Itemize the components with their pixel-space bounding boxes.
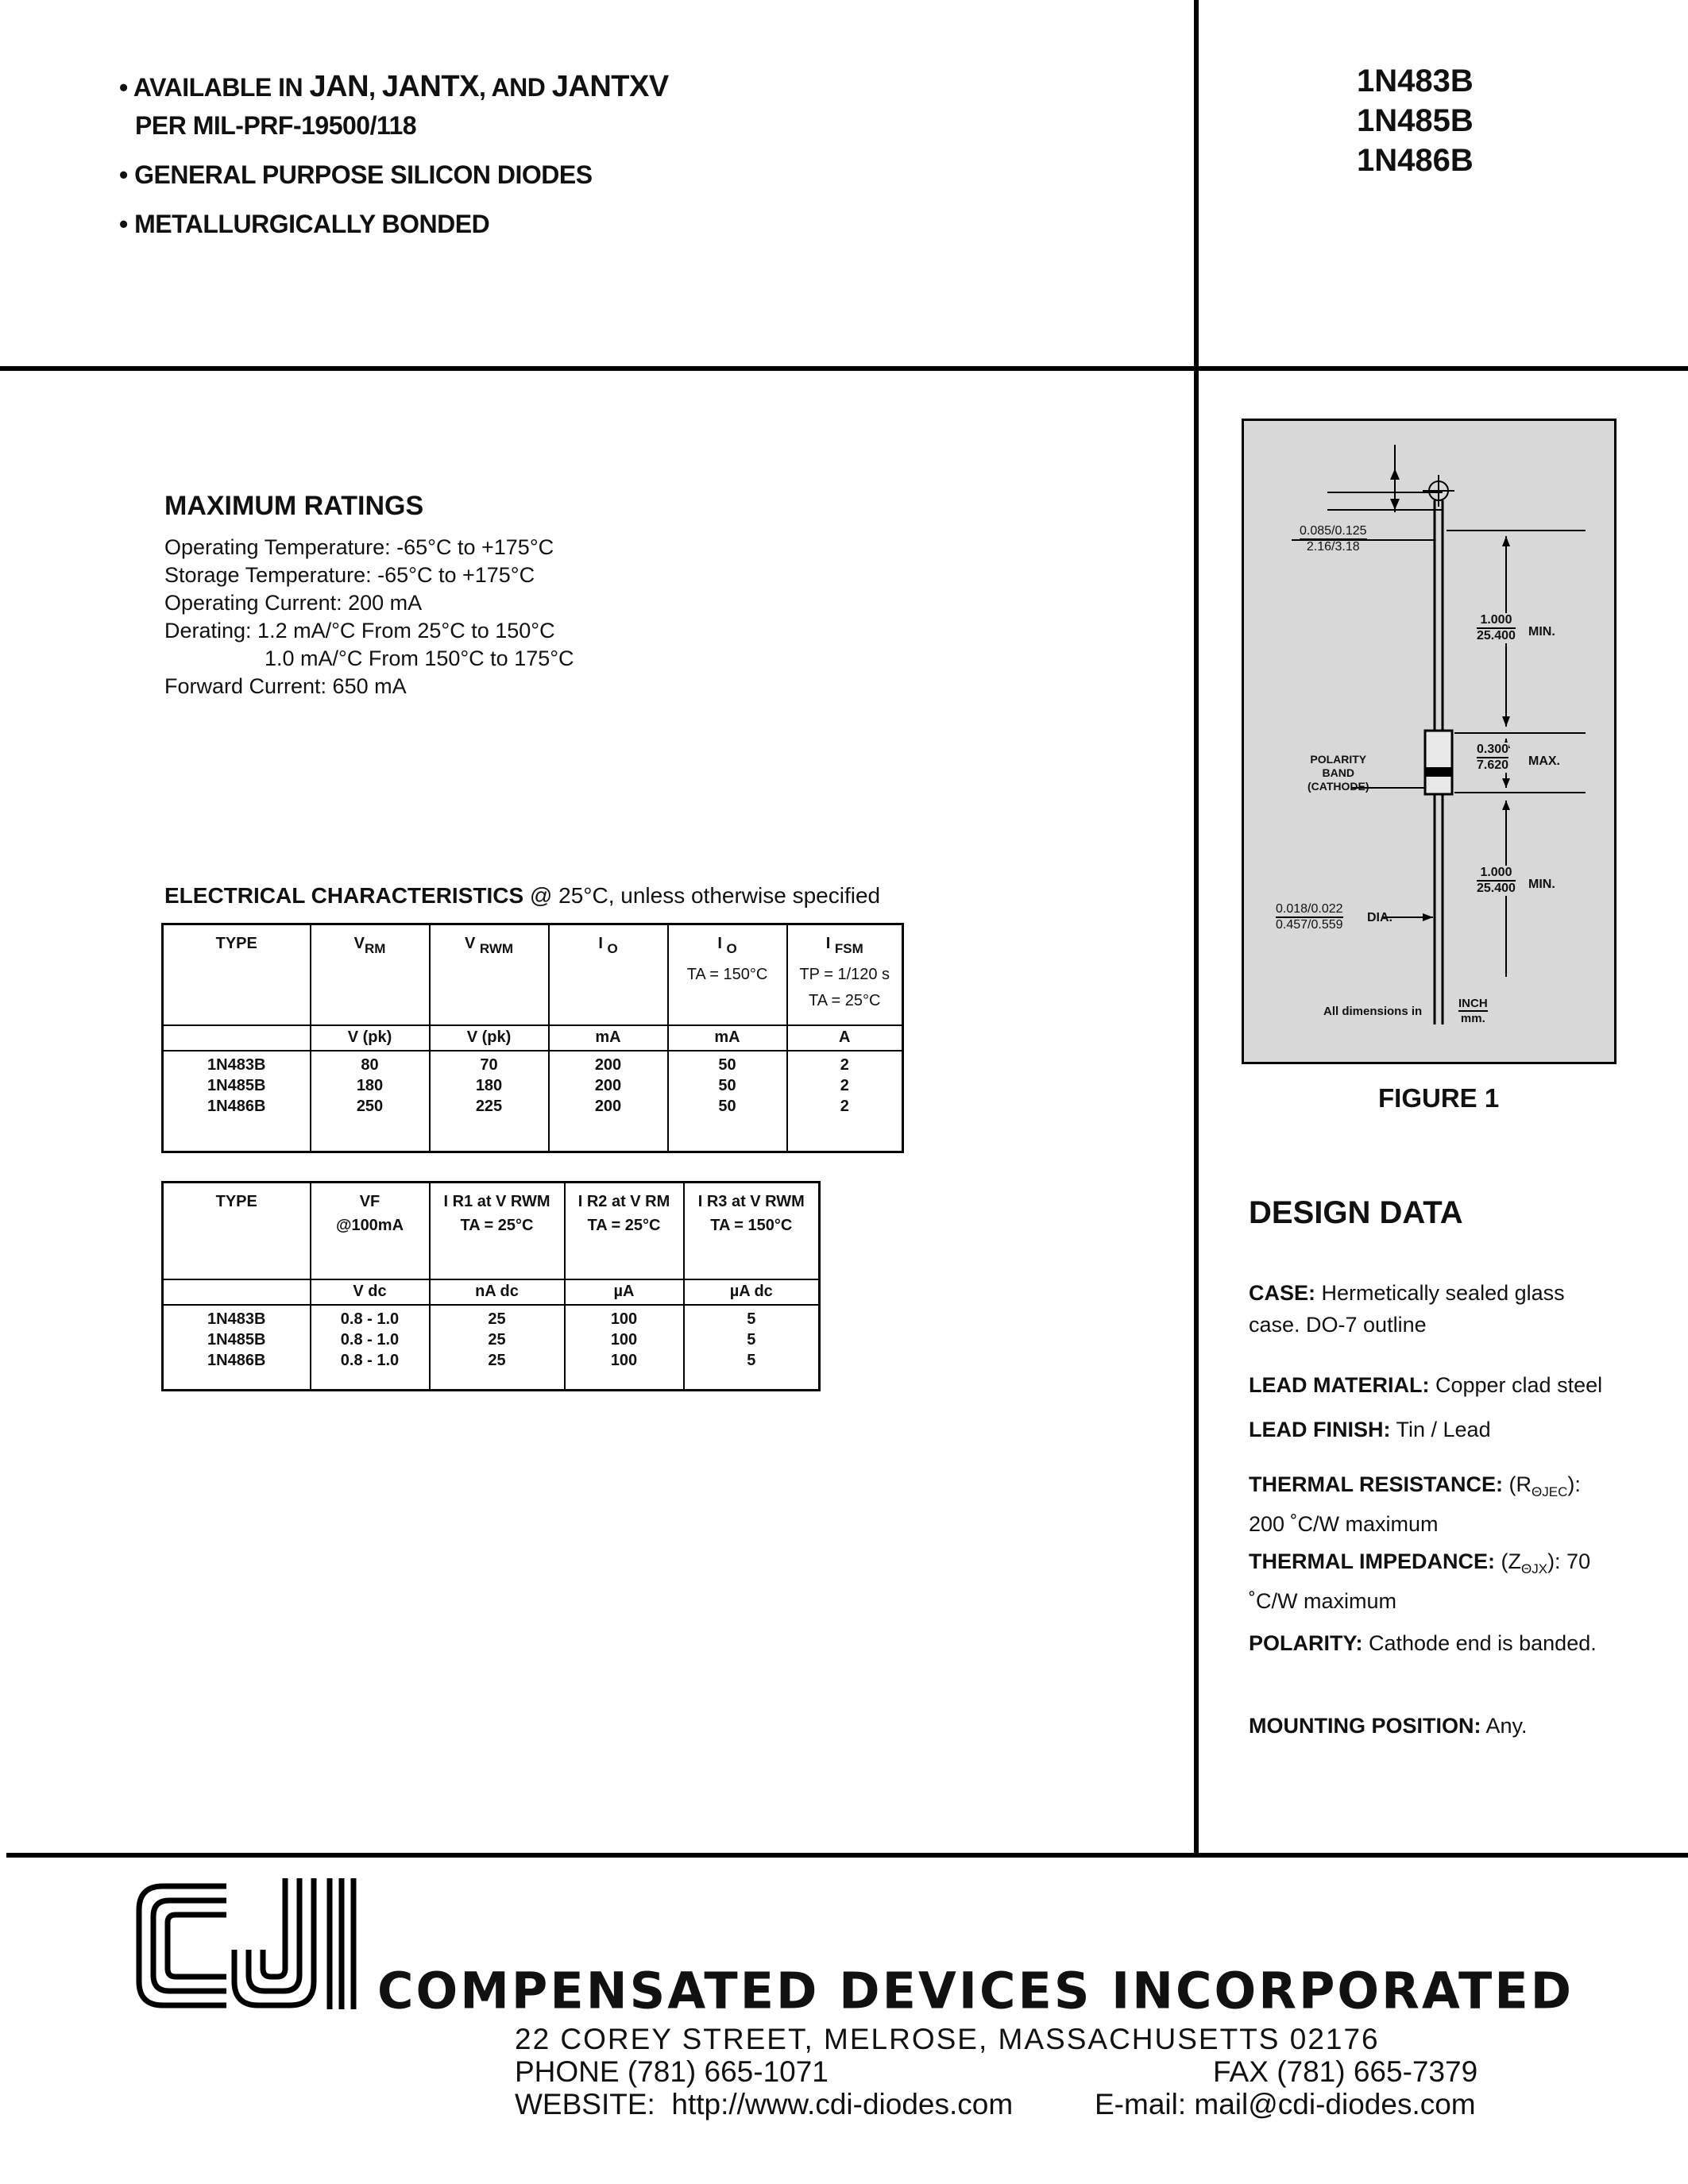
min-label: MIN. — [1528, 878, 1555, 891]
polarity-spec: POLARITY: Cathode end is banded. — [1249, 1631, 1597, 1655]
email[interactable]: E-mail: mail@cdi-diodes.com — [1095, 2088, 1476, 2120]
unit-cell: µA dc — [684, 1279, 820, 1305]
vertical-divider — [1194, 0, 1199, 1854]
outline-svg — [1244, 421, 1614, 1062]
part-number: 1N485B — [1357, 103, 1474, 138]
website-link[interactable]: http://www.cdi-diodes.com — [671, 2088, 1014, 2120]
col-ifsm: I $_{FSM}$ TP = 1/120 s TA = 25°C — [787, 924, 903, 1025]
lead-material-spec: LEAD MATERIAL: Copper clad steel — [1249, 1373, 1603, 1397]
electrical-title-bold: ELECTRICAL CHARACTERISTICS — [164, 883, 524, 908]
unit-cell — [163, 1279, 311, 1305]
max-label: MAX. — [1528, 754, 1560, 768]
ifsm-values: 2 2 2 — [787, 1051, 903, 1152]
units-inch-mm: INCH mm. — [1458, 997, 1488, 1025]
electrical-title — [164, 883, 880, 909]
dia-label: DIA. — [1367, 911, 1393, 924]
mounting-spec: MOUNTING POSITION: Any. — [1249, 1714, 1528, 1738]
lead-finish-spec: LEAD FINISH: Tin / Lead — [1249, 1418, 1491, 1441]
address: 22 COREY STREET, MELROSE, MASSACHUSETTS 02176 — [515, 2023, 1380, 2055]
fax: FAX (781) 665-7379 — [1213, 2055, 1478, 2088]
jantx-text: JANTX — [381, 70, 479, 103]
max-rating-line: Operating Temperature: -65°C to +175°C — [164, 535, 554, 559]
unit-cell: V dc — [311, 1279, 430, 1305]
phone: PHONE (781) 665-1071 — [515, 2055, 829, 2088]
col-vrwm: V $_{RWM}$ — [430, 924, 549, 1025]
bullet-metallurgically-bonded: • METALLURGICALLY BONDED — [119, 210, 490, 238]
type-values: 1N483B 1N485B 1N486B — [207, 1310, 266, 1369]
design-data-title: DESIGN DATA — [1249, 1195, 1463, 1230]
units-note: All dimensions in — [1323, 1005, 1423, 1018]
vrwm-values: 70 180 225 — [430, 1051, 549, 1152]
bullet-availability — [119, 70, 669, 104]
col-vf: VF @100mA — [311, 1183, 430, 1279]
sep-text: , — [369, 73, 382, 102]
figure-label: FIGURE 1 — [1378, 1083, 1500, 1113]
part-number: 1N483B — [1357, 64, 1474, 98]
unit-cell: mA — [668, 1025, 787, 1051]
website-line: WEBSITE: http://www.cdi-diodes.com — [515, 2088, 1014, 2120]
unit-cell: nA dc — [430, 1279, 565, 1305]
lead-dia-dim: 0.085/0.125 2.16/3.18 — [1300, 524, 1367, 554]
jantxv-text: JANTXV — [551, 70, 669, 103]
unit-cell: µA — [565, 1279, 684, 1305]
electrical-title-rest: @ 25°C, unless otherwise specified — [523, 883, 881, 908]
col-ir1: I R1 at V RWM TA = 25°C — [430, 1183, 565, 1279]
col-ir2: I R2 at V RM TA = 25°C — [565, 1183, 684, 1279]
ir1-values: 25 25 25 — [430, 1305, 565, 1391]
thermal-resistance-spec: THERMAL RESISTANCE: $(R_{\Theta JEC})$: 200 ˚C/W maximum — [1249, 1472, 1581, 1536]
part-number: 1N486B — [1357, 143, 1474, 178]
ir3-values: 5 5 5 — [684, 1305, 820, 1391]
unit-cell: V (pk) — [311, 1025, 430, 1051]
unit-cell: mA — [549, 1025, 668, 1051]
lead-length-dim-2: 1.000 25.400 — [1477, 866, 1516, 895]
electrical-table-2 — [161, 1181, 821, 1391]
max-rating-line: 1.0 mA/°C From 150°C to 175°C — [265, 646, 574, 670]
outline-drawing — [1242, 419, 1617, 1064]
max-rating-line: Storage Temperature: -65°C to +175°C — [164, 563, 535, 587]
thermal-impedance-spec: THERMAL IMPEDANCE: $(Z_{\Theta JX})$: 70 ˚C/W maximum — [1249, 1549, 1591, 1613]
wire-dia-dim: 0.018/0.022 0.457/0.559 — [1276, 902, 1343, 932]
body-length-dim: 0.300 7.620 — [1477, 743, 1509, 772]
jan-text: JAN — [309, 70, 369, 103]
bullet-mil-spec: PER MIL-PRF-19500/118 — [135, 111, 417, 140]
ir2-values: 100 100 100 — [565, 1305, 684, 1391]
max-rating-line: Operating Current: 200 mA — [164, 591, 423, 615]
polarity-label: POLARITY BAND (CATHODE) — [1308, 753, 1369, 793]
unit-cell — [163, 1025, 311, 1051]
cdi-logo — [131, 1870, 361, 2021]
polarity-band — [1425, 768, 1452, 776]
lead-length-dim-1: 1.000 25.400 — [1477, 613, 1516, 642]
max-ratings-title: MAXIMUM RATINGS — [164, 491, 424, 521]
type-values: 1N483B 1N485B 1N486B — [207, 1055, 266, 1115]
unit-cell: A — [787, 1025, 903, 1051]
footer-divider — [6, 1853, 1688, 1858]
col-io-150: I $_O$ TA = 150°C — [668, 924, 787, 1025]
unit-cell: V (pk) — [430, 1025, 549, 1051]
io-150-values: 50 50 50 — [668, 1051, 787, 1152]
case-spec: CASE: Hermetically sealed glass case. DO-7 outline — [1249, 1281, 1565, 1337]
col-vrm: $V_{RM}$ — [311, 924, 430, 1025]
header-divider — [0, 366, 1688, 371]
bullet-general-purpose: • GENERAL PURPOSE SILICON DIODES — [119, 160, 593, 189]
vf-values: 0.8 - 1.0 0.8 - 1.0 0.8 - 1.0 — [311, 1305, 430, 1391]
electrical-table-1 — [161, 923, 904, 1153]
company-name: COMPENSATED DEVICES INCORPORATED — [377, 1961, 1574, 2020]
min-label: MIN. — [1528, 625, 1555, 639]
bullet-prefix: • AVAILABLE IN — [119, 73, 310, 102]
col-type: TYPE — [215, 1193, 257, 1210]
vrm-values: 80 180 250 — [311, 1051, 430, 1152]
col-ir3: I R3 at V RWM TA = 150°C — [684, 1183, 820, 1279]
diode-body — [1425, 731, 1452, 794]
max-rating-line: Derating: 1.2 mA/°C From 25°C to 150°C — [164, 619, 555, 642]
col-type: TYPE — [215, 935, 257, 952]
sep-text: , AND — [478, 73, 552, 102]
max-rating-line: Forward Current: 650 mA — [164, 674, 407, 698]
io-values: 200 200 200 — [549, 1051, 668, 1152]
col-io: I $_O$ — [549, 924, 668, 1025]
